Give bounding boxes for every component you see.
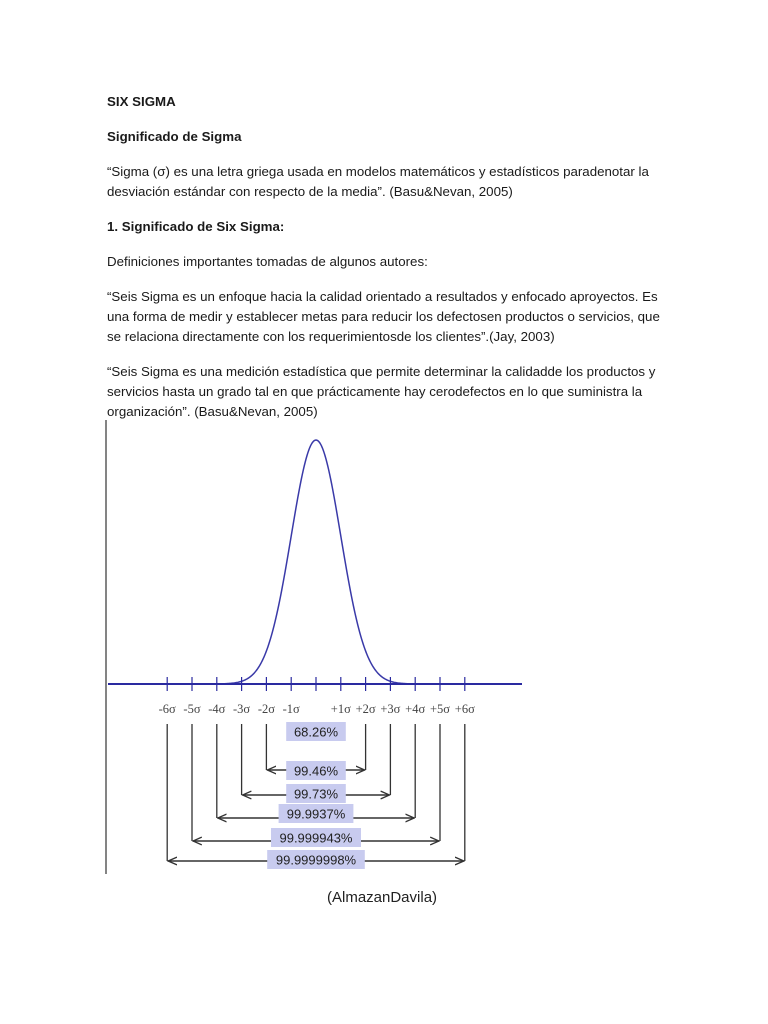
range-percent-label: 99.46% [293, 763, 339, 779]
range-percent-label: 99.999943% [279, 830, 353, 846]
sigma-tick-label: +3σ [380, 702, 401, 716]
sigma-tick-label: +5σ [429, 702, 451, 716]
sigma-quote: “Sigma (σ) es una letra griega usada en modelos matemáticos y estadísticos paradenotar la desviación estándar con respecto de la media”. (Basu&Nevan, 2005) [107, 164, 649, 199]
six-sigma-diagram [104, 418, 534, 876]
normal-distribution-figure [104, 418, 534, 876]
definitions-intro: Definiciones importantes tomadas de algunos autores: [107, 254, 428, 269]
normal-curve [207, 440, 425, 684]
document-title: SIX SIGMA [107, 94, 176, 109]
sigma-tick-label: +6σ [454, 702, 475, 716]
range-percent-label: 99.9937% [286, 806, 346, 822]
sigma-tick-label: +4σ [405, 702, 426, 716]
section-heading: Significado de Sigma [107, 129, 242, 144]
subsection-heading: 1. Significado de Six Sigma: [107, 219, 285, 234]
sigma-tick-label: -3σ [233, 702, 251, 716]
sigma-tick-label: -4σ [208, 702, 226, 716]
sigma-tick-label: -6σ [158, 702, 176, 716]
sigma-tick-label: -5σ [183, 702, 201, 716]
range-percent-label: 99.73% [293, 786, 339, 802]
sigma-tick-label: -1σ [282, 702, 300, 716]
document-body [107, 92, 667, 437]
sigma-tick-label: -2σ [257, 702, 275, 716]
range-percent-label: 68.26% [293, 724, 339, 740]
sigma-tick-label: +2σ [355, 702, 376, 716]
sigma-tick-label: +1σ [330, 702, 351, 716]
figure-caption: (AlmazanDavila) [327, 889, 438, 906]
range-percent-label: 99.9999998% [275, 852, 357, 868]
quote-jay: “Seis Sigma es un enfoque hacia la calidad orientado a resultados y enfocado aproyectos. Es una forma de medir y establecer metas para reducir los defectosen productos o servicios, que se relaciona directamente con los requerimientosde los clientes”.(Jay, 2003) [107, 289, 660, 344]
quote-basu: “Seis Sigma es una medición estadística que permite determinar la calidadde los productos y servicios hasta un grado tal en que prácticamente hay cerodefectos en lo que suministra la organización”. (Basu&Nevan, 2005) [107, 364, 656, 419]
